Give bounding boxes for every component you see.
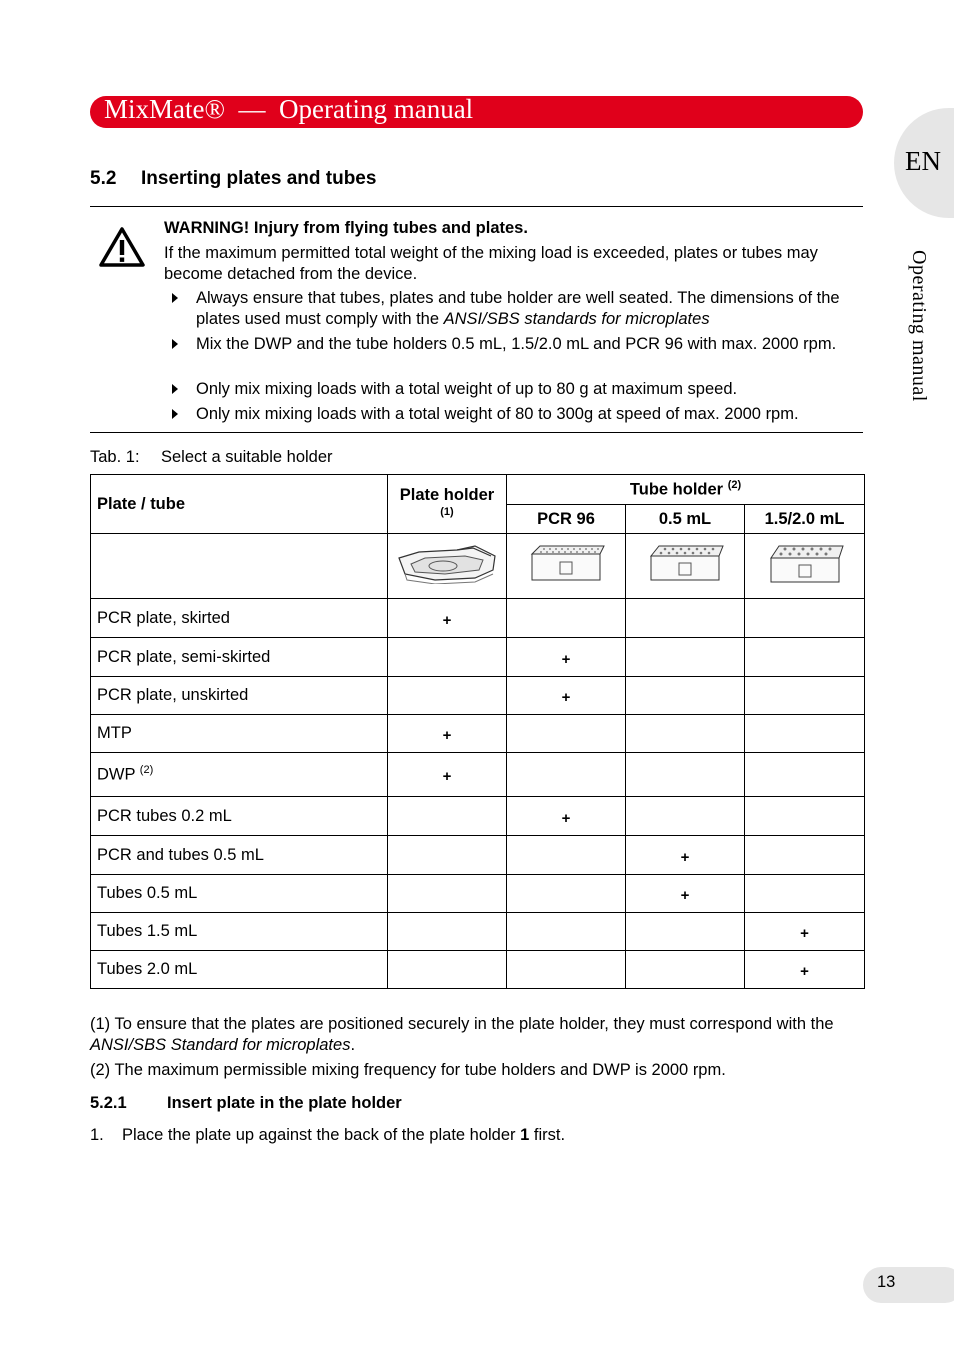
empty-cell xyxy=(626,951,745,989)
caption-text: Select a suitable holder xyxy=(161,448,333,466)
section-number: 5.2 xyxy=(90,168,117,189)
tube05-holder-image-cell xyxy=(626,534,745,599)
row-label xyxy=(91,715,388,753)
standard-reference: ANSI/SBS standards for microplates xyxy=(443,309,710,328)
empty-cell xyxy=(507,715,626,753)
tube05-holder-image xyxy=(645,544,725,584)
table-row xyxy=(91,836,865,875)
step-number: 1. xyxy=(90,1126,104,1144)
row-label-text: Tubes 1.5 mL xyxy=(97,922,198,940)
plate-holder-label: Plate holder xyxy=(399,486,495,504)
row-label xyxy=(91,599,388,638)
plate-holder-image-cell xyxy=(388,534,507,599)
pcr96-holder-image xyxy=(526,544,606,584)
compatible-mark: + xyxy=(507,638,626,677)
row-label-text: Tubes 2.0 mL xyxy=(97,960,198,978)
header-1-5-2-0ml: 1.5/2.0 mL xyxy=(745,505,865,534)
image-row xyxy=(91,534,865,599)
empty-cell xyxy=(388,951,507,989)
compatible-mark: + xyxy=(626,875,745,913)
row-label-text: MTP xyxy=(97,724,132,742)
bullet-text: Mix the DWP and the tube holders 0.5 mL, 1.5/2.0 mL and PCR 96 with max. 2000 rpm. xyxy=(196,335,837,353)
compatible-mark: + xyxy=(745,951,865,989)
empty-cell xyxy=(507,753,626,797)
footnote-1-text: (1) To ensure that the plates are positioned securely in the plate holder, they must correspond with the xyxy=(90,1015,834,1033)
empty-cell xyxy=(91,534,388,599)
row-label-text: DWP xyxy=(97,765,136,784)
compatible-mark: + xyxy=(388,753,507,797)
table-row xyxy=(91,677,865,715)
header-title xyxy=(104,94,473,125)
empty-cell xyxy=(745,638,865,677)
header-plate-holder xyxy=(388,475,507,534)
header-pcr96: PCR 96 xyxy=(507,505,626,534)
table-row xyxy=(91,875,865,913)
compatible-mark: + xyxy=(388,715,507,753)
empty-cell xyxy=(388,875,507,913)
empty-cell xyxy=(745,797,865,836)
manual-title: Operating manual xyxy=(279,94,474,124)
warning-triangle-icon xyxy=(98,226,146,268)
empty-cell xyxy=(388,836,507,875)
compatible-mark: + xyxy=(626,836,745,875)
bullet-arrow-icon xyxy=(172,293,178,303)
bullet-text xyxy=(196,288,864,329)
step-reference: 1 xyxy=(520,1126,530,1144)
table-row xyxy=(91,599,865,638)
empty-cell xyxy=(507,836,626,875)
page-number: 13 xyxy=(877,1273,896,1291)
tube1520-holder-image xyxy=(765,544,845,584)
empty-cell xyxy=(745,753,865,797)
side-section-label: Operating manual xyxy=(908,250,930,402)
bullet-text-part: Always ensure that tubes, plates and tube holder are well seated. The dimensions of the plates used must comply with the xyxy=(196,289,840,328)
compatible-mark: + xyxy=(507,797,626,836)
header-separator: — xyxy=(238,94,266,124)
table-row xyxy=(91,913,865,951)
empty-cell xyxy=(626,599,745,638)
header-tube-holder xyxy=(507,475,865,505)
holder-table xyxy=(90,474,865,989)
empty-cell xyxy=(626,715,745,753)
plate-holder-image xyxy=(395,544,499,584)
subsection-number: 5.2.1 xyxy=(90,1094,127,1112)
empty-cell xyxy=(745,875,865,913)
warning-title: WARNING! Injury from flying tubes and plates. xyxy=(164,219,528,237)
compatible-mark: + xyxy=(745,913,865,951)
empty-cell xyxy=(626,638,745,677)
row-label xyxy=(91,913,388,951)
row-label xyxy=(91,753,388,797)
warning-top-rule xyxy=(90,206,863,207)
empty-cell xyxy=(388,797,507,836)
table-row xyxy=(91,797,865,836)
empty-cell xyxy=(388,913,507,951)
table-row xyxy=(91,753,865,797)
plate-holder-note: (1) xyxy=(440,506,454,518)
empty-cell xyxy=(745,677,865,715)
empty-cell xyxy=(507,875,626,913)
empty-cell xyxy=(626,797,745,836)
row-label-text: PCR plate, skirted xyxy=(97,608,230,627)
brand: MixMate® xyxy=(104,94,225,124)
footnote-2: (2) The maximum permissible mixing frequency for tube holders and DWP is 2000 rpm. xyxy=(90,1061,726,1079)
empty-cell xyxy=(626,913,745,951)
row-label xyxy=(91,638,388,677)
row-label-text: Tubes 0.5 mL xyxy=(97,884,198,902)
warning-bottom-rule xyxy=(90,432,863,433)
row-label-text: PCR plate, unskirted xyxy=(97,686,249,704)
bullet-arrow-icon xyxy=(172,339,178,349)
table-row xyxy=(91,951,865,989)
tube1520-holder-image-cell xyxy=(745,534,865,599)
row-label-text: PCR tubes 0.2 mL xyxy=(97,806,232,825)
row-label xyxy=(91,797,388,836)
empty-cell xyxy=(507,599,626,638)
language-code: EN xyxy=(905,146,941,176)
step-text-end: first. xyxy=(529,1126,566,1144)
empty-cell xyxy=(745,836,865,875)
footnote-1-end: . xyxy=(350,1035,356,1054)
footnote-1-standard: ANSI/SBS Standard for microplates xyxy=(90,1035,351,1054)
tube-holder-note: (2) xyxy=(727,479,742,492)
row-label xyxy=(91,951,388,989)
empty-cell xyxy=(507,913,626,951)
section-heading xyxy=(90,168,376,190)
row-label xyxy=(91,836,388,875)
empty-cell xyxy=(507,951,626,989)
bullet-arrow-icon xyxy=(172,409,178,419)
section-title: Inserting plates and tubes xyxy=(141,168,377,189)
step-text: Place the plate up against the back of the plate holder xyxy=(122,1126,521,1144)
header-0-5ml: 0.5 mL xyxy=(626,505,745,534)
footnote-1 xyxy=(90,1014,860,1055)
empty-cell xyxy=(388,638,507,677)
bullet-text: Only mix mixing loads with a total weight of up to 80 g at maximum speed. xyxy=(196,380,738,398)
bullet-text: Only mix mixing loads with a total weight of 80 to 300g at speed of max. 2000 rpm. xyxy=(196,405,799,423)
row-label xyxy=(91,875,388,913)
row-label-note: (2) xyxy=(139,764,154,777)
table-row xyxy=(91,715,865,753)
pcr96-holder-image-cell xyxy=(507,534,626,599)
compatible-mark: + xyxy=(388,599,507,638)
header-plate-tube: Plate / tube xyxy=(91,475,388,534)
bullet-arrow-icon xyxy=(172,384,178,394)
empty-cell xyxy=(626,753,745,797)
table-caption xyxy=(90,448,333,467)
compatible-mark: + xyxy=(507,677,626,715)
row-label-text: PCR and tubes 0.5 mL xyxy=(97,845,264,864)
caption-label: Tab. 1: xyxy=(90,448,140,466)
step-1 xyxy=(90,1126,565,1145)
table-row xyxy=(91,638,865,677)
subsection-title: Insert plate in the plate holder xyxy=(167,1094,402,1112)
tube-holder-label: Tube holder xyxy=(629,480,724,499)
row-label xyxy=(91,677,388,715)
empty-cell xyxy=(626,677,745,715)
empty-cell xyxy=(745,715,865,753)
warning-text: If the maximum permitted total weight of the mixing load is exceeded, plates or tubes may become detached from the device. xyxy=(164,244,818,283)
row-label-text: PCR plate, semi-skirted xyxy=(97,647,271,666)
empty-cell xyxy=(745,599,865,638)
empty-cell xyxy=(388,677,507,715)
subsection-heading xyxy=(90,1094,402,1113)
